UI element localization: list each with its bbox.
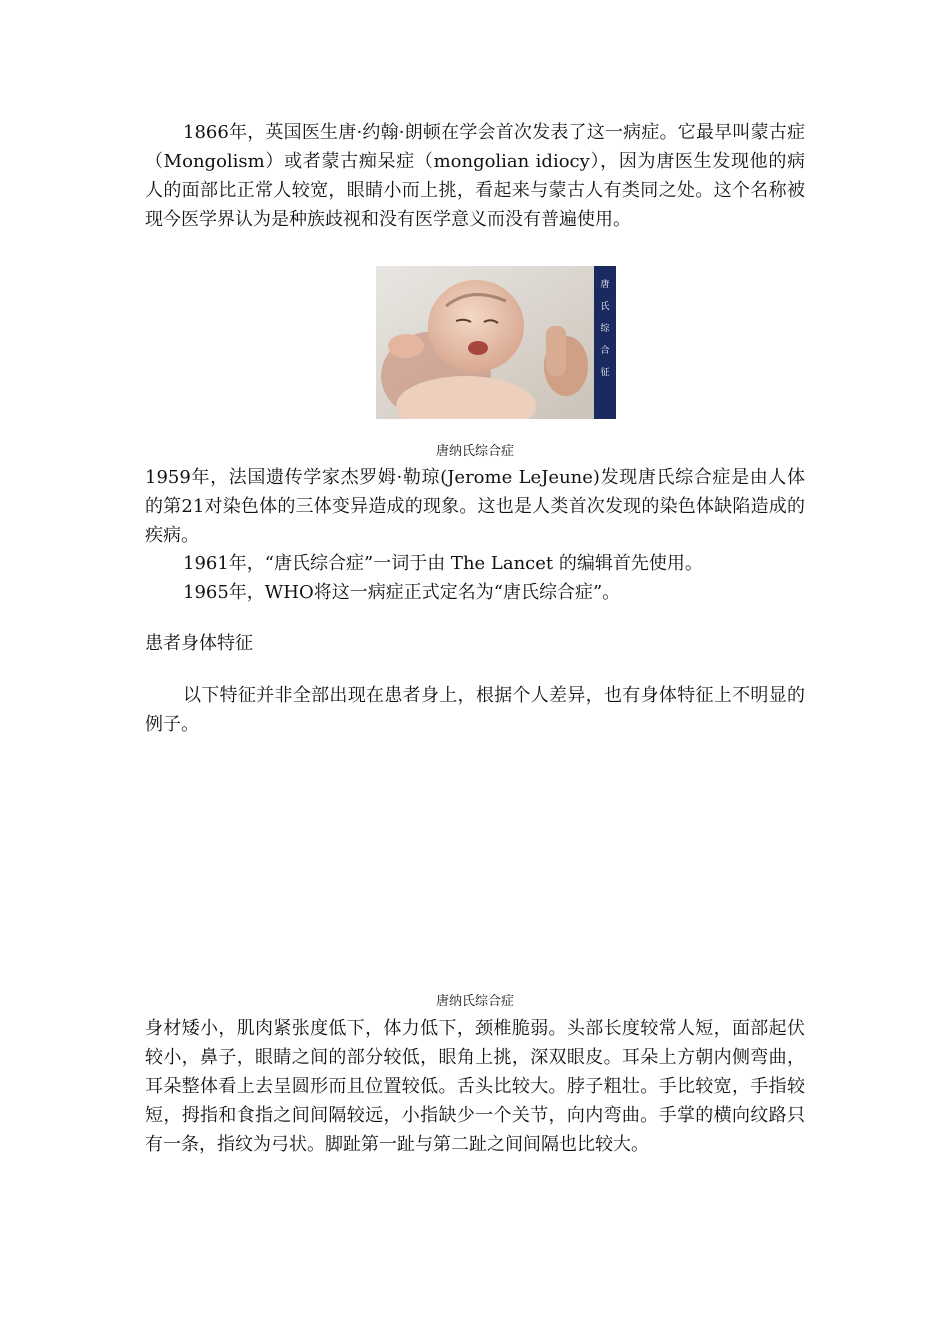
- paragraph-intro-features: 以下特征并非全部出现在患者身上，根据个人差异，也有身体特征上不明显的例子。: [145, 685, 805, 735]
- paragraph-history-1959: 1959年，法国遗传学家杰罗姆·勒琼(Jerome LeJeune)发现唐氏综合症是由人体的第21对染色体的三体变异造成的现象。这也是人类首次发现的染色体缺陷造成的疾病。: [145, 467, 805, 546]
- figure2-caption: 唐纳氏综合症: [435, 994, 514, 1009]
- figure1-caption: 唐纳氏综合症: [435, 444, 514, 459]
- photo-label-band: [594, 266, 616, 419]
- paragraph-history-1866: 1866年，英国医生唐·约翰·朗顿在学会首次发表了这一病症。它最早叫蒙古症（Mongolism）或者蒙古痴呆症（mongolian idiocy），因为唐医生发现他的病人的面部比正常人较宽，眼睛小而上挑，看起来与蒙古人有类同之处。这个名称被现今医学界认为是种族歧视和没有医学意义而没有普遍使用。: [145, 122, 805, 230]
- paragraph-history-1961: 1961年，“唐氏综合症”一词于由 The Lancet 的编辑首先使用。: [183, 553, 703, 574]
- paragraph-features: 身材矮小，肌肉紧张度低下，体力低下，颈椎脆弱。头部长度较常人短，面部起伏较小，鼻子，眼睛之间的部分较低，眼角上挑，深双眼皮。耳朵上方朝内侧弯曲，耳朵整体看上去呈圆形而且位置较低。舌头比较大。脖子粗壮。手比较宽，手指较短，拇指和食指之间间隔较远，小指缺少一个关节，向内弯曲。手掌的横向纹路只有一条，指纹为弓状。脚趾第一趾与第二趾之间间隔也比较大。: [145, 1018, 805, 1155]
- baby-photo: [376, 266, 616, 419]
- photo-vertical-label: 唐氏综合征: [600, 280, 610, 378]
- section-heading: 患者身体特征: [145, 633, 253, 654]
- paragraph-history-1965: 1965年，WHO将这一病症正式定名为“唐氏综合症”。: [183, 582, 621, 603]
- baby-illustration: [376, 266, 616, 419]
